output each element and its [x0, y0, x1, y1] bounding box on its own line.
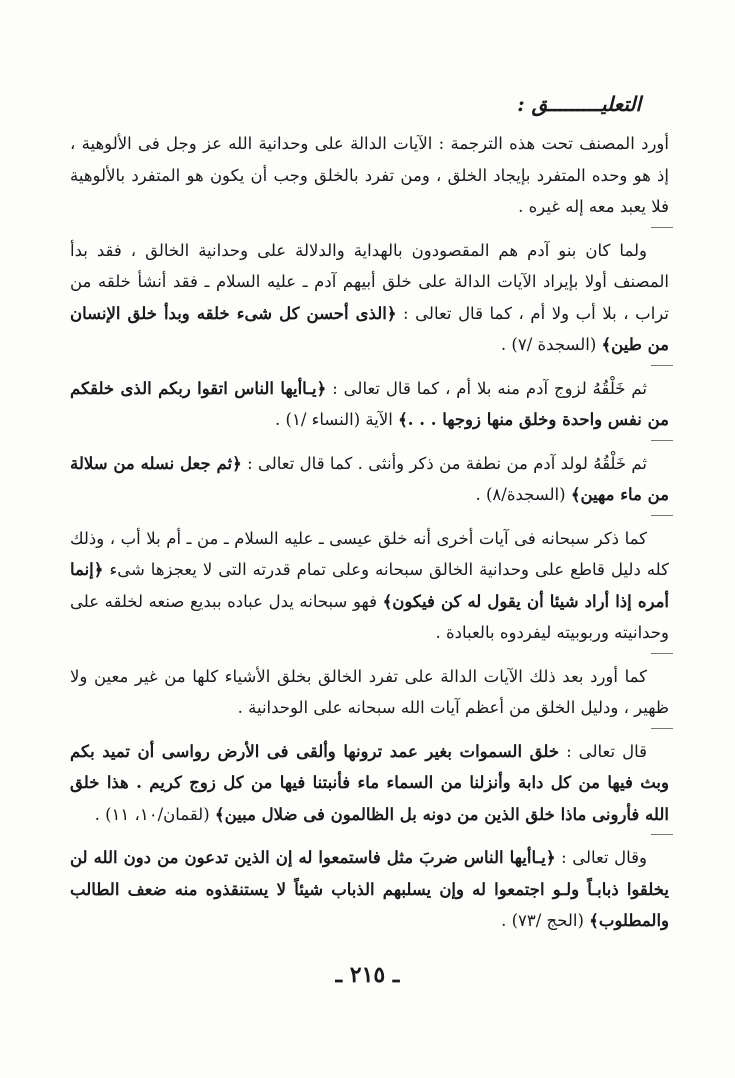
page-number: ـ ٢١٥ ـ — [335, 962, 400, 988]
section-heading: التعليـــــــــق : — [517, 92, 641, 116]
paragraph — [70, 448, 669, 511]
paragraph-divider — [651, 365, 673, 366]
quran-quote: خلق السموات بغير عمد ترونها وألقى فى الأرض رواسى أن تميد بكم وبث فيها من كل دابة وأنزلنا من السماء ماء فأنبتنا فيها من كل زوج كريم . هذا خلق الله فأرونى ماذا خلق الذين من دونه بل الظالمون فى ضلال مبين﴾ — [70, 741, 669, 824]
commentary-body — [70, 128, 669, 949]
paragraph-text: وقال تعالى : — [555, 848, 647, 867]
paragraph — [70, 661, 669, 724]
paragraph-text: كما ذكر سبحانه فى آيات أخرى أنه خلق عيسى ـ عليه السلام ـ من ـ أم بلا أب ، وذلك كله دليل قاطع على وحدانية الخالق سبحانه وعلى تمام قدرته التى لا يعجزها شىء — [70, 528, 669, 579]
paragraph-divider — [651, 440, 673, 441]
paragraph — [70, 373, 669, 436]
paragraph-text: قال تعالى : — [559, 741, 647, 761]
paragraph — [70, 235, 669, 361]
paragraph — [70, 523, 669, 649]
paragraph-divider — [651, 728, 673, 729]
quran-quote: ﴿الذى أحسن كل شىء خلقه وبدأ خلق الإنسان من طين﴾ — [70, 303, 669, 354]
quran-quote: ﴿يـاأيها الناس ضربَ مثل فاستمعوا له إن الذين تدعون من دون الله لن يخلقوا ذبابـاً ولـو اجتمعوا له وإن يسلبهم الذباب شيئاً لا يستنقذوه منه ضعف الطالب والمطلوب﴾ — [70, 848, 669, 930]
quran-quote: ﴿ثم جعل نسله من سلالة من ماء مهين﴾ — [70, 453, 669, 504]
paragraph — [70, 736, 669, 831]
paragraph-text: الآية (النساء /١) . — [275, 410, 399, 429]
paragraph-divider — [651, 227, 673, 228]
paragraph-text: (لقمان/١٠، ١١) . — [94, 804, 215, 824]
paragraph-text: (السجدة /٧) . — [500, 335, 602, 354]
paragraph-text: (السجدة/٨) . — [475, 485, 571, 504]
paragraph-text: ثم خَلْقُهُ لولد آدم من نطفة من ذكر وأنثى . كما قال تعالى : — [241, 453, 647, 473]
quran-quote: ﴿يـاأيها الناس اتقوا ربكم الذى خلقكم من نفس واحدة وخلق منها زوجها . . .﴾ — [70, 378, 669, 429]
paragraph-divider — [651, 653, 673, 654]
quran-quote: ﴿إنما أمره إذا أراد شيئا أن يقول له كن فيكون﴾ — [70, 560, 670, 611]
paragraph-text: كما أورد بعد ذلك الآيات الدالة على تفرد الخالق بخلق الأشياء كلها من غير معين ولا ظهير ، ودليل الخلق من أعظم آيات الله سبحانه على الوحدانية . — [70, 666, 669, 717]
paragraph-divider — [651, 834, 673, 835]
paragraph-text: (الحج /٧٣) . — [501, 911, 590, 930]
paragraph-divider — [651, 515, 673, 516]
paragraph-text: فهو سبحانه يدل عباده ببديع صنعه لخلقه على وحدانيته وربوبيته ليفردوه بالعبادة . — [70, 591, 669, 642]
paragraph — [70, 128, 669, 223]
paragraph-text: أورد المصنف تحت هذه الترجمة : الآيات الدالة على وحدانية الله عز وجل فى الألوهية ، إذ هو وحده المتفرد بإيجاد الخلق ، ومن تفرد بالخلق وجب أن يكون هو المتفرد بالألوهية فلا يعبد معه إله غيره . — [70, 134, 669, 216]
paragraph-text: ولما كان بنو آدم هم المقصودون بالهداية والدلالة على وحدانية الخالق ، فقد بدأ المصنف أولا بإيراد الآيات الدالة على خلق أبيهم آدم ـ عليه السلام ـ فقد أنشأ خلقه من تراب ، بلا أب ولا أم ، كما قال تعالى : — [70, 240, 669, 323]
paragraph — [70, 842, 669, 937]
paragraph-text: ثم خَلْقُهُ لزوج آدم منه بلا أم ، كما قال تعالى : — [326, 378, 647, 398]
